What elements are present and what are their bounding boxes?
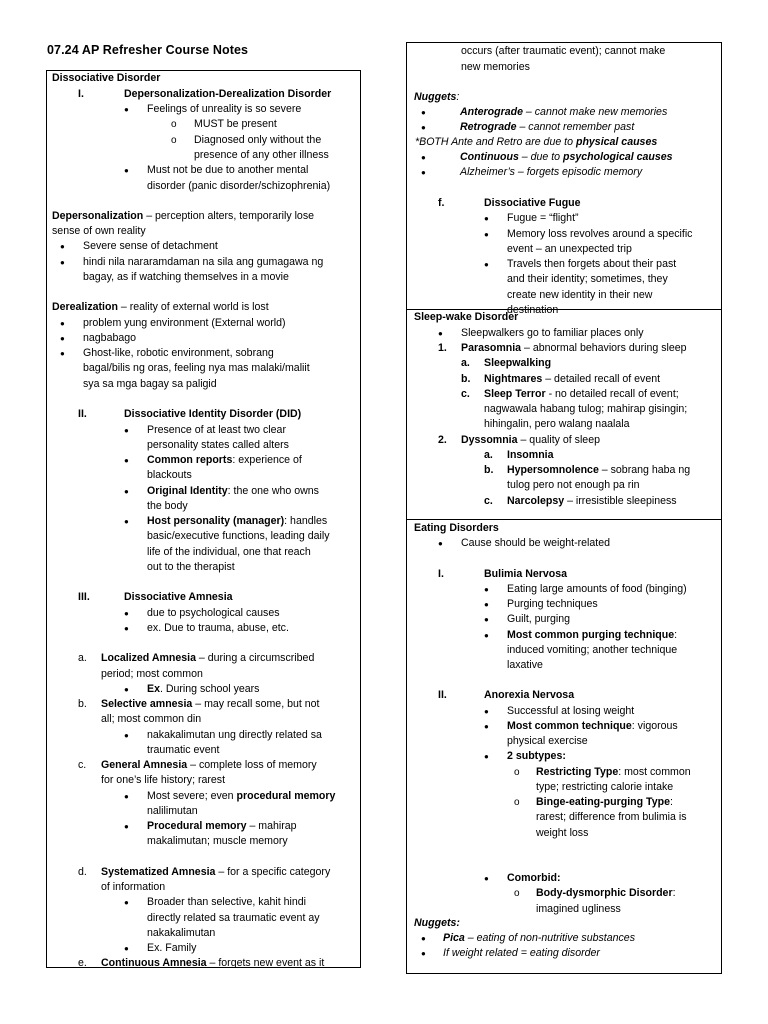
bullet-icon: ● <box>484 260 489 269</box>
list-item: Broader than selective, kahit hindi <box>147 896 306 908</box>
list-item <box>101 651 314 666</box>
list-item: nagbabago <box>83 332 137 344</box>
text: : <box>669 796 673 808</box>
bullet-icon: ● <box>438 329 443 338</box>
bullet-icon: ● <box>60 242 65 251</box>
text: – cannot make new memories <box>522 106 668 118</box>
letter-marker: e. <box>78 957 87 968</box>
list-item-cont: nakakalimutan <box>147 927 216 939</box>
list-item <box>101 758 317 773</box>
circle-bullet-icon: o <box>171 135 177 146</box>
letter-marker: b. <box>461 373 471 385</box>
bullet-icon: ● <box>484 230 489 239</box>
list-item: MUST be present <box>194 118 277 130</box>
list-item: Insomnia <box>507 449 554 461</box>
letter-marker: c. <box>78 759 87 771</box>
list-item-cont: disorder (panic disorder/schizophrenia) <box>147 180 331 192</box>
circle-bullet-icon: o <box>171 119 177 130</box>
letter-marker: c. <box>461 388 470 400</box>
term: physical causes <box>575 136 658 148</box>
roman-numeral: I. <box>438 568 444 580</box>
list-item <box>147 819 297 834</box>
number-marker: 1. <box>438 342 447 354</box>
bullet-icon: ● <box>484 600 489 609</box>
list-item: Presence of at least two clear <box>147 424 286 436</box>
list-item-cont: hihingalin, pero walang naalala <box>484 418 630 430</box>
term: Dyssomnia <box>461 434 518 446</box>
roman-numeral: III. <box>78 591 90 603</box>
list-item-cont: laxative <box>507 659 543 671</box>
list-item <box>507 494 677 509</box>
bullet-icon: ● <box>124 166 129 175</box>
list-item <box>147 484 319 499</box>
list-item-cont: tulog pero not enough pa rin <box>507 479 640 491</box>
list-item-cont: rarest; difference from bulimia is <box>536 811 687 823</box>
bullet-icon: ● <box>484 214 489 223</box>
list-item-cont: new memories <box>461 61 530 73</box>
definition-depersonalization <box>52 209 314 224</box>
bullet-icon: ● <box>60 349 65 358</box>
eating-disorders-section <box>407 519 721 974</box>
list-item-cont: bagal/bilis ng oras, feeling nya mas malaki/maliit <box>83 362 310 374</box>
bullet-icon: ● <box>124 731 129 740</box>
term: Body-dysmorphic Disorder <box>536 887 673 899</box>
list-item: Ghost-like, robotic environment, sobrang <box>83 347 274 359</box>
term: procedural memory <box>236 790 336 802</box>
text: – sobrang haba ng <box>598 464 691 476</box>
term: Pica <box>443 932 465 944</box>
list-item <box>484 387 679 402</box>
text: : <box>674 629 678 641</box>
term: Continuous Amnesia <box>101 957 207 968</box>
term: Localized Amnesia <box>101 652 196 664</box>
definition-cont: sense of own reality <box>52 225 146 237</box>
list-item: Eating large amounts of food (binging) <box>507 583 687 595</box>
list-item-cont: bagay, as if watching themselves in a movie <box>83 271 289 283</box>
bullet-icon: ● <box>124 944 129 953</box>
list-item-cont: blackouts <box>147 469 192 481</box>
list-item <box>147 682 259 697</box>
left-notes-box <box>46 70 361 968</box>
text: : most common <box>618 766 691 778</box>
list-item-cont: occurs (after traumatic event); cannot make <box>461 45 666 57</box>
bullet-icon: ● <box>124 517 129 526</box>
nugget-note <box>415 135 657 150</box>
letter-marker: c. <box>484 495 493 507</box>
bullet-icon: ● <box>484 707 489 716</box>
bullet-icon: ● <box>484 631 489 640</box>
term: Common reports <box>147 454 233 466</box>
term: Restricting Type <box>536 766 619 778</box>
list-item: ex. Due to trauma, abuse, etc. <box>147 622 289 634</box>
list-item <box>101 697 319 712</box>
nugget-item <box>460 105 667 120</box>
bullet-icon: ● <box>60 334 65 343</box>
list-item-cont: imagined ugliness <box>536 903 621 915</box>
text: – irresistible sleepiness <box>564 495 677 507</box>
nuggets-label: Nuggets: <box>414 917 460 929</box>
page-title: 07.24 AP Refresher Course Notes <box>47 43 249 57</box>
text: – mahirap <box>246 820 297 832</box>
term: Most common purging technique <box>507 629 675 641</box>
text: – for a specific category <box>215 866 331 878</box>
subsection-title: Bulimia Nervosa <box>484 568 568 580</box>
circle-bullet-icon: o <box>514 767 520 778</box>
list-item-cont: directly related sa traumatic event ay <box>147 912 320 924</box>
sleep-wake-section <box>407 309 721 520</box>
roman-numeral: I. <box>78 88 84 100</box>
section-header-sleep-wake: Sleep-wake Disorder <box>414 311 519 323</box>
list-item-cont: presence of any other illness <box>194 149 329 161</box>
bullet-icon: ● <box>484 752 489 761</box>
definition-text: – perception alters, temporarily lose <box>143 210 315 222</box>
term: Hypersomnolence <box>507 464 599 476</box>
bullet-icon: ● <box>124 426 129 435</box>
definition-derealization <box>52 300 269 315</box>
definition-text: – reality of external world is lost <box>117 301 269 313</box>
text: : vigorous <box>631 720 678 732</box>
bullet-icon: ● <box>421 153 426 162</box>
list-item-cont: and their identity; sometimes, they <box>507 273 668 285</box>
list-item-cont: nagwawala habang tulog; mahirap gisingin; <box>484 403 688 415</box>
list-item: Fugue = “flight” <box>507 212 579 224</box>
bullet-icon: ● <box>484 585 489 594</box>
list-item-cont: the body <box>147 500 188 512</box>
nugget-item <box>460 150 673 165</box>
nuggets-label <box>414 90 459 105</box>
list-item <box>507 463 690 478</box>
term: psychological causes <box>563 151 673 163</box>
list-item: problem yung environment (External world) <box>83 317 286 329</box>
list-item <box>507 628 677 643</box>
text: – cannot remember past <box>516 121 635 133</box>
term: Ex <box>147 683 160 695</box>
list-item-cont: nalilimutan <box>147 805 198 817</box>
list-item-cont: of information <box>101 881 166 893</box>
term: Depersonalization <box>52 210 144 222</box>
text: – complete loss of memory <box>187 759 317 771</box>
bullet-icon: ● <box>124 792 129 801</box>
list-item-cont: destination <box>507 304 559 316</box>
subsection-title: Dissociative Fugue <box>484 197 581 209</box>
list-item-cont: life of the individual, one that reach <box>147 546 311 558</box>
nugget-item <box>460 120 634 135</box>
roman-numeral: II. <box>438 689 447 701</box>
list-item: Must not be due to another mental <box>147 164 309 176</box>
list-item <box>461 341 687 356</box>
subsection-title: Anorexia Nervosa <box>484 689 575 701</box>
term: Anterograde <box>460 106 523 118</box>
bullet-icon: ● <box>484 722 489 731</box>
bullet-icon: ● <box>124 898 129 907</box>
letter-marker: d. <box>78 866 87 878</box>
nugget-item <box>443 931 635 946</box>
circle-bullet-icon: o <box>514 888 520 899</box>
list-item-cont: for one’s life history; rarest <box>101 774 226 786</box>
list-item <box>101 956 324 968</box>
section-header-dissociative: Dissociative Disorder <box>52 72 161 84</box>
list-item-cont: makalimutan; muscle memory <box>147 835 288 847</box>
bullet-icon: ● <box>484 874 489 883</box>
text: *BOTH Ante and Retro are due to <box>415 136 576 148</box>
list-item: due to psychological causes <box>147 607 280 619</box>
text: . During school years <box>159 683 260 695</box>
list-item-cont: physical exercise <box>507 735 588 747</box>
colon: : <box>456 91 460 103</box>
list-item-cont: induced vomiting; another technique <box>507 644 678 656</box>
list-item <box>507 719 678 734</box>
bullet-icon: ● <box>421 108 426 117</box>
circle-bullet-icon: o <box>514 797 520 808</box>
list-item: Purging techniques <box>507 598 598 610</box>
bullet-icon: ● <box>421 168 426 177</box>
term: Nightmares <box>484 373 543 385</box>
bullet-icon: ● <box>124 609 129 618</box>
list-item-cont: all; most common din <box>101 713 202 725</box>
text: – abnormal behaviors during sleep <box>521 342 687 354</box>
list-item <box>147 514 327 529</box>
list-item <box>461 433 600 448</box>
section-header-eating: Eating Disorders <box>414 522 499 534</box>
term: Narcolepsy <box>507 495 565 507</box>
list-item: Severe sense of detachment <box>83 240 218 252</box>
bullet-icon: ● <box>421 949 426 958</box>
nugget-item: If weight related = eating disorder <box>443 947 600 959</box>
list-item <box>536 886 676 901</box>
term: Parasomnia <box>461 342 522 354</box>
term: Host personality (manager) <box>147 515 285 527</box>
bullet-icon: ● <box>484 615 489 624</box>
list-item: Cause should be weight-related <box>461 537 610 549</box>
list-item <box>147 453 302 468</box>
bullet-icon: ● <box>60 319 65 328</box>
bullet-icon: ● <box>60 258 65 267</box>
label: Nuggets <box>414 91 457 103</box>
list-item: hindi nila nararamdaman na sila ang gumagawa ng <box>83 256 324 268</box>
list-item: nakakalimutan ung directly related sa <box>147 729 322 741</box>
term: Most common technique <box>507 720 632 732</box>
bullet-icon: ● <box>124 487 129 496</box>
bullet-icon: ● <box>438 539 443 548</box>
list-item-cont: traumatic event <box>147 744 220 756</box>
letter-marker: b. <box>78 698 87 710</box>
bullet-icon: ● <box>421 934 426 943</box>
list-item-cont: personality states called alters <box>147 439 289 451</box>
list-item: Diagnosed only without the <box>194 134 322 146</box>
text: – eating of non-nutritive substances <box>464 932 635 944</box>
list-item: Comorbid: <box>507 872 561 884</box>
letter-marker: a. <box>484 449 493 461</box>
text: – quality of sleep <box>517 434 600 446</box>
list-item-cont: sya sa mga bagay sa paligid <box>83 378 217 390</box>
letter-marker: f. <box>438 197 445 209</box>
text: – due to <box>518 151 564 163</box>
letter-marker: a. <box>78 652 87 664</box>
list-item: Travels then forgets about their past <box>507 258 677 270</box>
nugget-item: Alzheimer’s – forgets episodic memory <box>460 166 643 178</box>
list-item <box>536 795 673 810</box>
term: Continuous <box>460 151 519 163</box>
letter-marker: b. <box>484 464 494 476</box>
list-item-cont: create new identity in their new <box>507 289 653 301</box>
list-item-cont: type; restricting calorie intake <box>536 781 674 793</box>
text: – during a circumscribed <box>195 652 315 664</box>
text: : handles <box>284 515 328 527</box>
text: : <box>672 887 676 899</box>
term: Selective amnesia <box>101 698 193 710</box>
list-item: Ex. Family <box>147 942 197 954</box>
bullet-icon: ● <box>124 105 129 114</box>
list-item <box>484 372 660 387</box>
text: – detailed recall of event <box>542 373 661 385</box>
list-item <box>536 765 691 780</box>
list-item-cont: event – an unexpected trip <box>507 243 632 255</box>
bullet-icon: ● <box>124 822 129 831</box>
list-item-cont: period; most common <box>101 668 203 680</box>
term: Procedural memory <box>147 820 247 832</box>
term: Retrograde <box>460 121 517 133</box>
list-item-cont: out to the therapist <box>147 561 235 573</box>
term: Original Identity <box>147 485 228 497</box>
subsection-title: Dissociative Amnesia <box>124 591 233 603</box>
number-marker: 2. <box>438 434 447 446</box>
text: – may recall some, but not <box>192 698 320 710</box>
text: : the one who owns <box>227 485 319 497</box>
text: – forgets new event as it <box>206 957 325 968</box>
bullet-icon: ● <box>124 456 129 465</box>
list-item: Guilt, purging <box>507 613 571 625</box>
list-item: 2 subtypes: <box>507 750 566 762</box>
list-item <box>101 865 330 880</box>
subsection-title: Dissociative Identity Disorder (DID) <box>124 408 302 420</box>
bullet-icon: ● <box>124 624 129 633</box>
term: Binge-eating-purging Type <box>536 796 670 808</box>
subsection-title: Depersonalization-Derealization Disorder <box>124 88 332 100</box>
letter-marker: a. <box>461 357 470 369</box>
list-item: Sleepwalking <box>484 357 552 369</box>
bullet-icon: ● <box>124 685 129 694</box>
list-item: Feelings of unreality is so severe <box>147 103 302 115</box>
list-item-cont: basic/executive functions, leading daily <box>147 530 330 542</box>
text: Most severe; even <box>147 790 237 802</box>
term: Derealization <box>52 301 118 313</box>
list-item: Memory loss revolves around a specific <box>507 228 693 240</box>
term: General Amnesia <box>101 759 188 771</box>
text: : experience of <box>232 454 302 466</box>
list-item: Successful at losing weight <box>507 705 635 717</box>
term: Systematized Amnesia <box>101 866 216 878</box>
term: Sleep Terror <box>484 388 546 400</box>
roman-numeral: II. <box>78 408 87 420</box>
list-item-cont: weight loss <box>536 827 589 839</box>
bullet-icon: ● <box>421 123 426 132</box>
right-notes-box <box>406 42 722 974</box>
text: - no detailed recall of event; <box>545 388 679 400</box>
list-item: Sleepwalkers go to familiar places only <box>461 327 644 339</box>
list-item <box>147 789 335 804</box>
